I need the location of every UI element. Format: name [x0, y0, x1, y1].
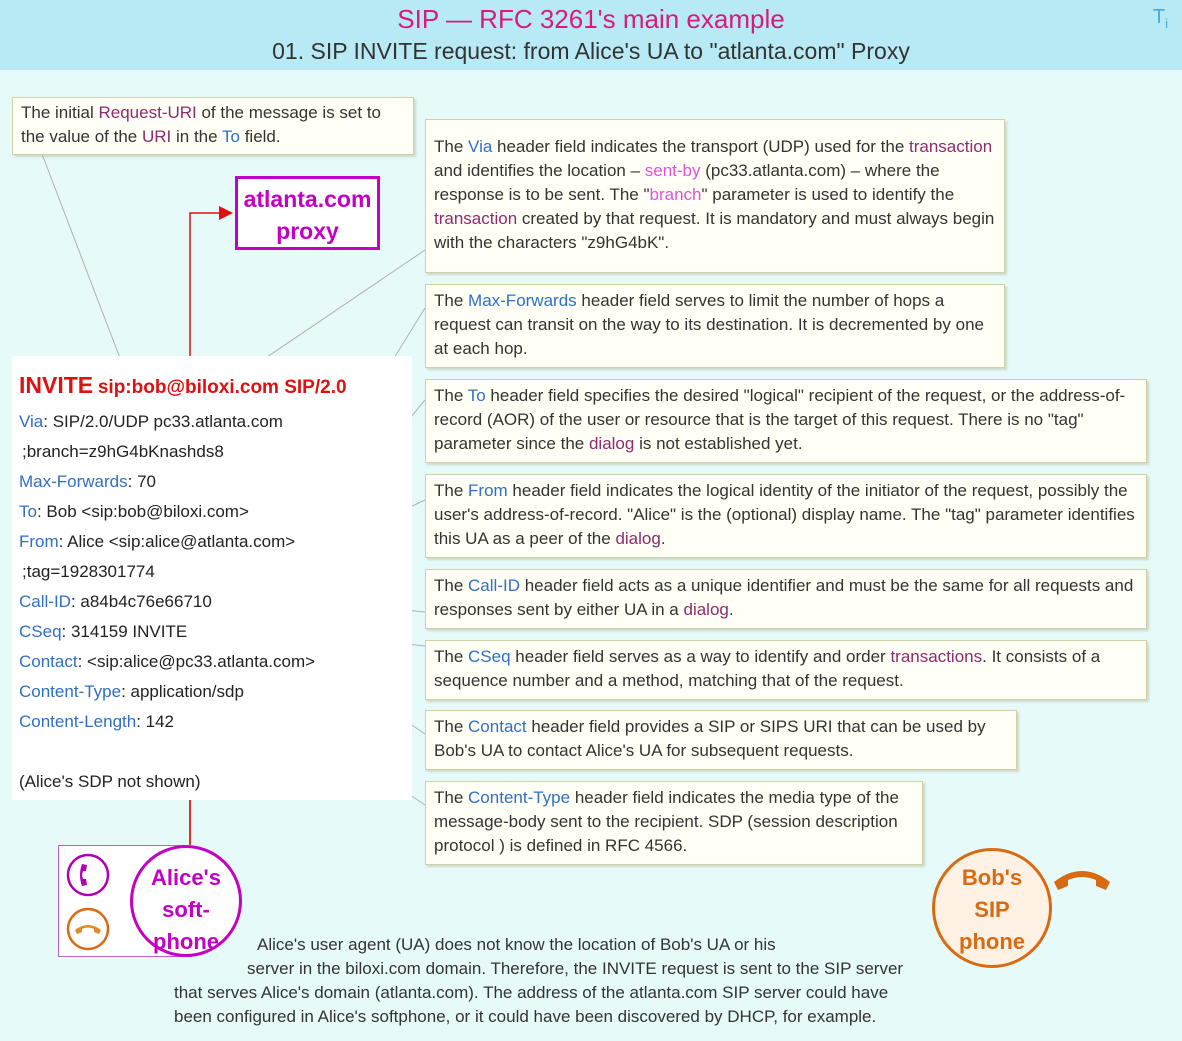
via-line	[19, 412, 283, 432]
note-text: The	[434, 291, 469, 310]
bob-handset-icon	[1050, 860, 1114, 894]
ctype-line	[19, 682, 244, 702]
term-sent-by: sent-by	[644, 161, 701, 180]
note-text: and identifies the location –	[434, 161, 645, 180]
contact-header-name: Contact	[19, 652, 78, 671]
note-text: field.	[239, 127, 281, 146]
contact-header-value: : <sip:alice@pc33.atlanta.com>	[77, 652, 316, 671]
bob-line1: Bob's	[961, 865, 1023, 890]
note-text: . It consists of a sequence number and a method, matching that of the request.	[434, 647, 1101, 690]
clen-header-value: : 142	[136, 712, 175, 731]
from-header-name: From	[19, 532, 59, 551]
callid-note	[425, 569, 1147, 629]
note-text: The	[434, 386, 468, 405]
method: INVITE	[19, 372, 94, 398]
to-line	[19, 502, 249, 522]
bob-line3: phone	[959, 929, 1025, 954]
maxfwd-header-name: Max-Forwards	[19, 472, 128, 491]
sdp-note: (Alice's SDP not shown)	[19, 772, 201, 791]
to-note	[425, 379, 1147, 463]
via-header-value: : SIP/2.0/UDP pc33.atlanta.com	[43, 412, 283, 431]
note-text: is not established yet.	[634, 434, 803, 453]
connector-request-uri	[42, 154, 123, 366]
alice-line2: soft-	[162, 897, 210, 922]
clen-header-name: Content-Length	[19, 712, 137, 731]
cseq-header-value: : 314159 INVITE	[61, 622, 188, 641]
term-dialog: dialog	[615, 529, 661, 548]
term-to: To	[467, 386, 486, 405]
note-text: header field provides a SIP or SIPS URI that can be used by Bob's UA to contact Alice's UA for subsequent requests.	[434, 717, 986, 760]
request-uri-note	[12, 97, 414, 155]
from-note	[425, 474, 1147, 558]
bottom-text-line4: been configured in Alice's softphone, or it could have been discovered by DHCP, for example.	[174, 1007, 877, 1026]
page-title: SIP — RFC 3261's main example	[397, 4, 785, 34]
note-text: The	[434, 481, 469, 500]
ctype-header-name: Content-Type	[19, 682, 122, 701]
via-branch-line: ;branch=z9hG4bKnashds8	[22, 442, 224, 461]
note-text: header field indicates the transport (UDP) used for the	[492, 137, 910, 156]
callid-header-name: Call-ID	[19, 592, 71, 611]
request-line	[19, 372, 347, 399]
bob-sip-phone	[932, 848, 1052, 968]
logo-letter-i: i	[1165, 16, 1168, 31]
request-arrow-head	[219, 206, 233, 220]
bottom-text-line2: server in the biloxi.com domain. Therefore, the INVITE request is sent to the SIP server	[247, 959, 904, 978]
ctype-note	[425, 781, 923, 865]
from-header-value: : Alice <sip:alice@atlanta.com>	[58, 532, 296, 551]
maxfwd-header-value: : 70	[127, 472, 156, 491]
request-uri: sip:bob@biloxi.com SIP/2.0	[97, 377, 347, 398]
callid-line	[19, 592, 212, 612]
term-uri: URI	[141, 127, 172, 146]
term-content-type: Content-Type	[468, 788, 571, 807]
term-via: Via	[468, 137, 493, 156]
maxfwd-line	[19, 472, 156, 492]
note-text: in the	[171, 127, 222, 146]
term-transactions: transactions	[890, 647, 983, 666]
cseq-note	[425, 640, 1147, 700]
connector-via	[245, 250, 425, 372]
from-tag-line: ;tag=1928301774	[22, 562, 155, 581]
via-header-name: Via	[19, 412, 44, 431]
term-from: From	[468, 481, 508, 500]
note-text: (pc33.atlanta.com) – where the response is to be sent. The "	[434, 161, 940, 204]
ctype-header-value: : application/sdp	[121, 682, 244, 701]
maxfwd-note	[425, 284, 1005, 368]
note-text: created by that request. It is mandatory and must always begin with the characters "z9hG4bK".	[434, 209, 995, 252]
alice-line1: Alice's	[150, 865, 222, 890]
page-subtitle: 01. SIP INVITE request: from Alice's UA to "atlanta.com" Proxy	[272, 38, 910, 64]
note-text: " parameter is used to identify the	[701, 185, 955, 204]
proxy-line1: atlanta.com	[243, 186, 372, 212]
phone-handset-icon	[65, 906, 111, 952]
logo-letter-t: T	[1152, 6, 1166, 28]
cseq-line	[19, 622, 187, 642]
alice-softphone	[130, 845, 242, 957]
note-text: header field acts as a unique identifier and must be the same for all requests and responses sent by either UA in a	[434, 576, 1134, 619]
cseq-header-name: CSeq	[19, 622, 62, 641]
note-text: The	[434, 788, 469, 807]
atlanta-proxy-box	[235, 176, 380, 250]
term-branch: branch	[649, 185, 702, 204]
alice-line3: phone	[153, 929, 219, 954]
clen-line	[19, 712, 174, 732]
term-to: To	[222, 127, 240, 146]
to-header-name: To	[19, 502, 37, 521]
bottom-text-line1: Alice's user agent (UA) does not know the location of Bob's UA or his	[257, 935, 776, 954]
from-line	[19, 532, 295, 552]
proxy-line2: proxy	[276, 218, 339, 244]
note-text: header field indicates the media type of the message-body sent to the recipient. SDP (session description protocol ) is defined in RFC 4566.	[434, 788, 899, 855]
term-dialog: dialog	[588, 434, 635, 453]
note-text: The	[434, 137, 469, 156]
note-text: of the message is set to the value of the	[21, 103, 382, 146]
note-text: The	[434, 647, 469, 666]
sip-invite-message	[12, 356, 412, 800]
note-text: The initial	[21, 103, 99, 122]
contact-note	[425, 710, 1017, 770]
bottom-text-line3: that serves Alice's domain (atlanta.com). The address of the atlanta.com SIP server could have	[174, 983, 889, 1002]
note-text: The	[434, 576, 469, 595]
term-transaction: transaction	[434, 209, 518, 228]
callid-header-value: : a84b4c76e66710	[70, 592, 212, 611]
bob-line2: SIP	[974, 897, 1010, 922]
to-header-value: : Bob <sip:bob@biloxi.com>	[36, 502, 249, 521]
via-note	[425, 119, 1005, 273]
term-call-id: Call-ID	[468, 576, 520, 595]
note-text: header field specifies the desired "logical" recipient of the request, or the address-of-record (AOR) of the user or resource that is the target of this request. There is no "tag" parameter since the	[434, 386, 1126, 453]
note-text: header field serves as a way to identify and order	[510, 647, 891, 666]
note-text: .	[728, 600, 734, 619]
term-contact: Contact	[468, 717, 527, 736]
note-text: header field serves to limit the number of hops a request can transit on the way to its destination. It is decremented by one at each hop.	[434, 291, 984, 358]
term-cseq: CSeq	[468, 647, 511, 666]
term-max-forwards: Max-Forwards	[468, 291, 577, 310]
note-text: The	[434, 717, 469, 736]
note-text: header field indicates the logical identity of the initiator of the request, possibly the user's address-of-record. "Alice" is the (optional) display name. The "tag" parameter identifies this UA as a peer of the	[434, 481, 1135, 548]
term-dialog: dialog	[683, 600, 729, 619]
term-transaction: transaction	[909, 137, 993, 156]
contact-line	[19, 652, 315, 672]
phone-ringing-icon	[65, 852, 111, 898]
term-request-uri: Request-URI	[98, 103, 197, 122]
note-text: .	[660, 529, 666, 548]
